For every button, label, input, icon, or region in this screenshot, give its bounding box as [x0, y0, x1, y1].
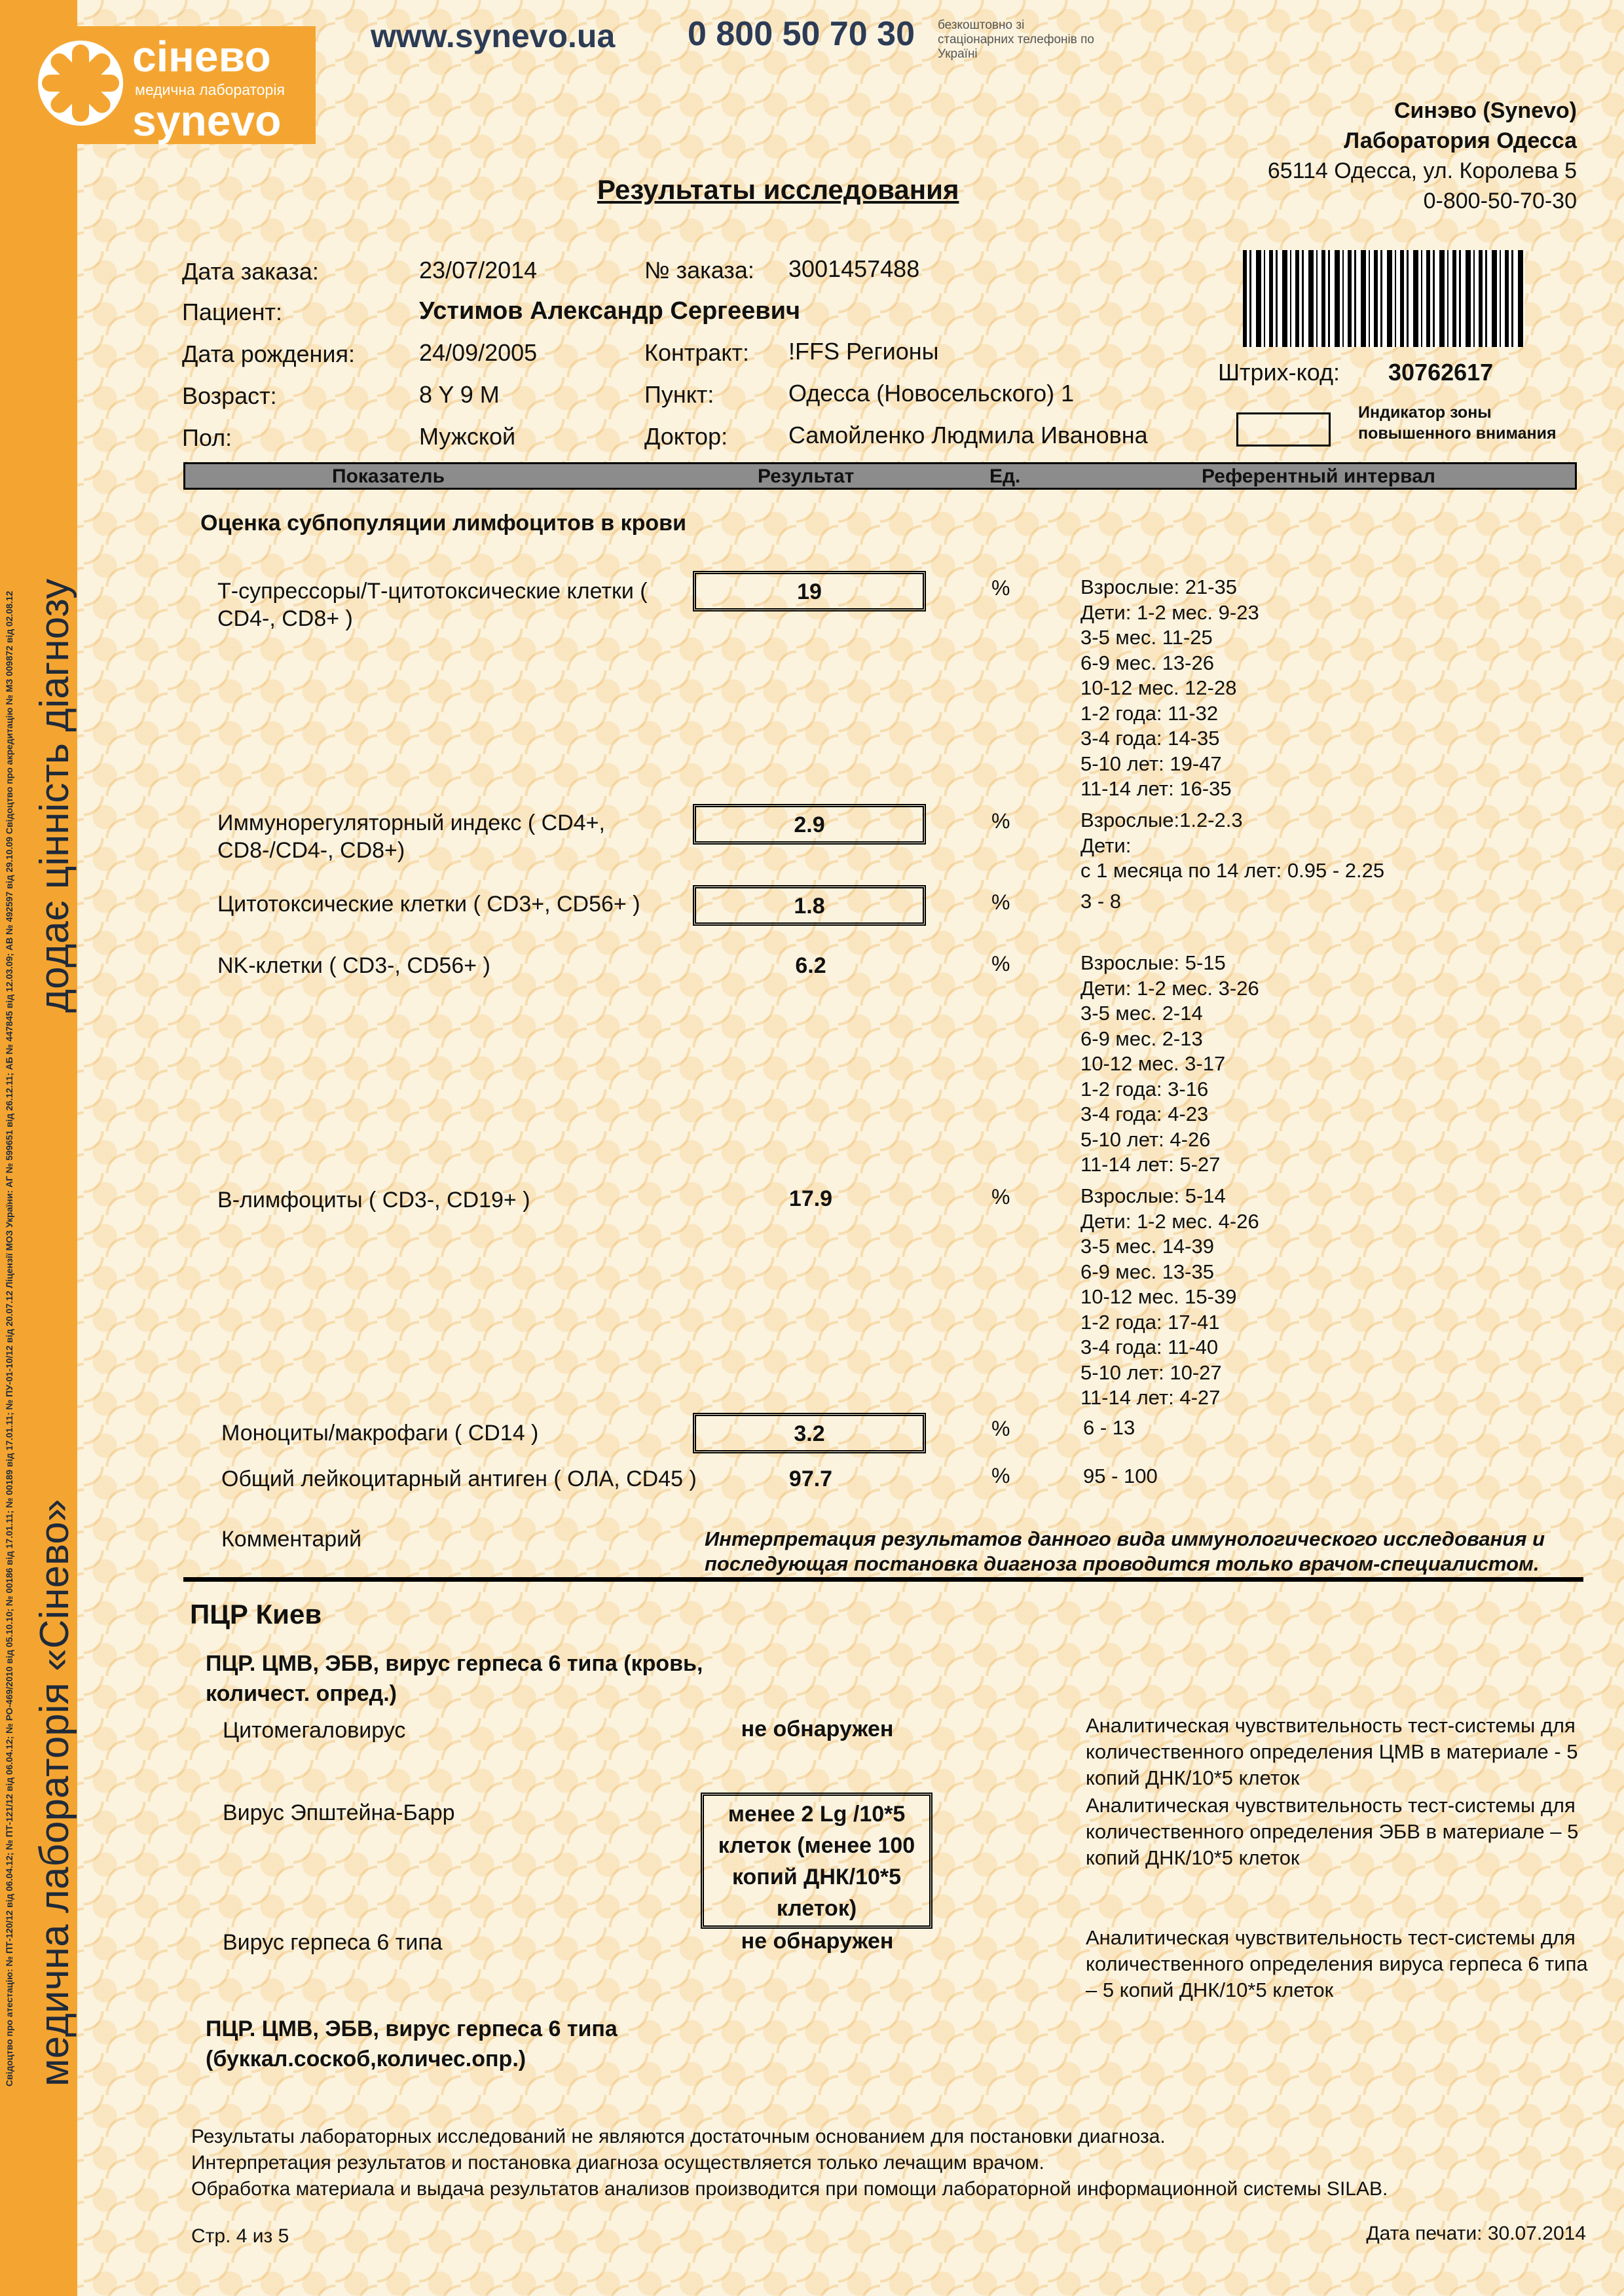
hotline-phone: 0 800 50 70 30: [688, 15, 915, 53]
test-result: не обнаружен: [741, 1929, 894, 1954]
pcr-group-buccal: ПЦР. ЦМВ, ЭБВ, вирус герпеса 6 типа (буккал.соскоб,количес.опр.): [206, 2016, 618, 2071]
test-unit: %: [991, 1417, 1010, 1440]
test-name: Моноциты/макрофаги ( CD14 ): [221, 1421, 539, 1446]
contract-value: !FFS Регионы: [788, 338, 939, 365]
comment-label: Комментарий: [221, 1527, 362, 1552]
reference-range: Взрослые: 21-35 Дети: 1-2 мес. 9-23 3-5 мес. 11-25 6-9 мес. 13-26 10-12 мес. 12-28 1-2 года: 11-32 3-4 года: 14-35 5-10 лет: 19-47 11-14 лет: 16-35: [1080, 575, 1259, 800]
test-name: Общий лейкоцитарный антиген ( ОЛА, CD45 ): [221, 1467, 697, 1491]
section-divider: [183, 1577, 1583, 1582]
lab-name: Синэво (Synevo): [1393, 98, 1577, 123]
test-name: Иммунорегуляторный индекс ( CD4+, CD8-/CD4-, CD8+): [217, 811, 605, 863]
test-result: не обнаружен: [741, 1717, 894, 1741]
website-link[interactable]: www.synevo.ua: [371, 18, 616, 54]
pcr-section-title: ПЦР Киев: [190, 1599, 322, 1630]
test-name: Вирус Эпштейна-Барр: [223, 1800, 455, 1825]
test-result-flagged: 19: [693, 571, 926, 611]
age-value: 8 Y 9 M: [419, 381, 500, 408]
test-unit: %: [991, 1185, 1010, 1209]
doctor-label: Доктор:: [644, 423, 728, 450]
disclaimer-text: Результаты лабораторных исследований не являются достаточным основанием для постановки диагноза. Интерпретация результатов и постановка диагноза осуществляется только лечащим врачом. Обработка материала и выдача результатов анализов производится при помощи лабораторной информационной системы SILAB.: [191, 2126, 1388, 2200]
age-label: Возраст:: [182, 382, 277, 409]
test-name: Цитотоксические клетки ( CD3+, CD56+ ): [217, 892, 640, 917]
col-result: Результат: [758, 465, 855, 487]
attention-indicator-label: Индикатор зоны повышенного внимания: [1358, 403, 1557, 443]
barcode-image: [1243, 250, 1524, 347]
test-name: В-лимфоциты ( CD3-, CD19+ ): [217, 1188, 530, 1212]
hotline-note: безкоштовно зі стаціонарних телефонів по Україні: [938, 18, 1094, 61]
test-unit: %: [991, 952, 1010, 975]
brand-side-band: [0, 0, 77, 2296]
col-unit: Ед.: [989, 465, 1021, 487]
test-name: Т-супрессоры/Т-цитотоксические клетки ( CD4-, CD8+ ): [217, 579, 648, 631]
point-label: Пункт:: [644, 381, 714, 408]
sex-label: Пол:: [182, 424, 232, 451]
sex-value: Мужской: [419, 423, 516, 450]
col-reference: Референтный интервал: [1202, 465, 1435, 487]
flower-icon: [38, 41, 123, 126]
test-sensitivity-note: Аналитическая чувствительность тест-системы для количественного определения вируса герпеса 6 типа – 5 копий ДНК/10*5 клеток: [1086, 1926, 1588, 2001]
order-date-label: Дата заказа:: [182, 258, 319, 285]
test-result-flagged: 3.2: [693, 1413, 926, 1453]
patient-name: Устимов Александр Сергеевич: [419, 297, 801, 325]
test-unit: %: [991, 1464, 1010, 1487]
reference-range: 6 - 13: [1083, 1416, 1135, 1439]
order-date: 23/07/2014: [419, 257, 538, 283]
lab-address-block: [1268, 96, 1577, 216]
test-result-flagged: менее 2 Lg /10*5 клеток (менее 100 копий ДНК/10*5 клеток): [701, 1793, 932, 1929]
lab-branch: Лаборатория Одесса: [1344, 128, 1577, 153]
certification-text: Свідоцтво про атестацію: № ПТ-120/12 від 06.04.12; № ПТ-121/12 від 06.04.12; № РО-469/2010 від 05.10.10; № 00186 від 17.01.11; № 00189 від 17.01.11; № ПУ-01-10/12 від 20.07.12 Ліцензії МОЗ України: АГ № 599651 від 26.12.11; АБ № 447845 від 12.03.09; АВ № 492597 від 29.10.09 Свідоцтво про акредитацію № МЗ 009872 від 02.08.12: [4, 591, 14, 2086]
comment-text: Интерпретация результатов данного вида иммунологического исследования и последующая постановка диагноза проводится только врачом-специалистом.: [705, 1527, 1545, 1575]
test-sensitivity-note: Аналитическая чувствительность тест-системы для количественного определения ЭБВ в материале – 5 копий ДНК/10*5 клеток: [1086, 1794, 1579, 1869]
dob-label: Дата рождения:: [182, 340, 355, 367]
print-date: Дата печати: 30.07.2014: [1366, 2223, 1586, 2244]
test-result: 6.2: [795, 953, 826, 978]
pcr-group-blood: ПЦР. ЦМВ, ЭБВ, вирус герпеса 6 типа (кровь, количест. опред.): [206, 1651, 703, 1706]
synevo-logo: [26, 26, 316, 144]
page-title: Результаты исследования: [597, 174, 959, 205]
lab-address: 65114 Одесса, ул. Королева 5: [1267, 158, 1577, 183]
test-result-flagged: 1.8: [693, 885, 926, 926]
reference-range: Взрослые: 5-14 Дети: 1-2 мес. 4-26 3-5 мес. 14-39 6-9 мес. 13-35 10-12 мес. 15-39 1-2 года: 17-41 3-4 года: 11-40 5-10 лет: 10-27 11-14 лет: 4-27: [1080, 1184, 1259, 1409]
page-number: Стр. 4 из 5: [191, 2225, 289, 2247]
attention-indicator-box: [1236, 412, 1331, 446]
test-name: Цитомегаловирус: [223, 1718, 406, 1743]
test-name: Вирус герпеса 6 типа: [223, 1930, 443, 1955]
test-unit: %: [991, 890, 1010, 914]
slogan-value: додає цінність діагнозу: [32, 578, 77, 1013]
point-value: Одесса (Новосельского) 1: [788, 380, 1075, 407]
doctor-value: Самойленко Людмила Ивановна: [788, 422, 1148, 448]
order-number-label: № заказа:: [644, 257, 754, 283]
reference-range: Взрослые:1.2-2.3 Дети: с 1 месяца по 14 лет: 0.95 - 2.25: [1080, 809, 1385, 882]
test-result-flagged: 2.9: [693, 804, 926, 845]
dob-value: 24/09/2005: [419, 339, 538, 366]
test-result: 97.7: [788, 1467, 833, 1491]
barcode-number: 30762617: [1388, 359, 1494, 386]
slogan-lab: медична лабораторія «Сінево»: [32, 1499, 77, 2086]
patient-label: Пациент:: [182, 299, 283, 325]
test-unit: %: [991, 576, 1010, 600]
reference-range: 95 - 100: [1083, 1465, 1158, 1487]
contract-label: Контракт:: [644, 339, 750, 366]
col-indicator: Показатель: [332, 465, 445, 487]
test-sensitivity-note: Аналитическая чувствительность тест-системы для количественного определения ЦМВ в материале - 5 копий ДНК/10*5 клеток: [1086, 1714, 1578, 1789]
barcode-label: Штрих-код:: [1218, 359, 1340, 386]
test-result: 17.9: [788, 1186, 833, 1211]
test-name: NK-клетки ( CD3-, CD56+ ): [217, 953, 490, 978]
section-title-lymphocytes: Оценка субпопуляции лимфоцитов в крови: [200, 511, 686, 536]
reference-range: Взрослые: 5-15 Дети: 1-2 мес. 3-26 3-5 мес. 2-14 6-9 мес. 2-13 10-12 мес. 3-17 1-2 года: 3-16 3-4 года: 4-23 5-10 лет: 4-26 11-14 лет: 5-27: [1080, 951, 1259, 1176]
logo-text-en: synevo: [132, 96, 282, 145]
reference-range: 3 - 8: [1080, 890, 1122, 913]
logo-text-ua: сінево: [132, 32, 271, 81]
results-table-header: [183, 462, 1577, 490]
lab-phone: 0-800-50-70-30: [1423, 189, 1577, 213]
logo-subtitle: медична лабораторія: [135, 81, 285, 98]
order-number: 3001457488: [788, 255, 920, 282]
test-unit: %: [991, 809, 1010, 833]
